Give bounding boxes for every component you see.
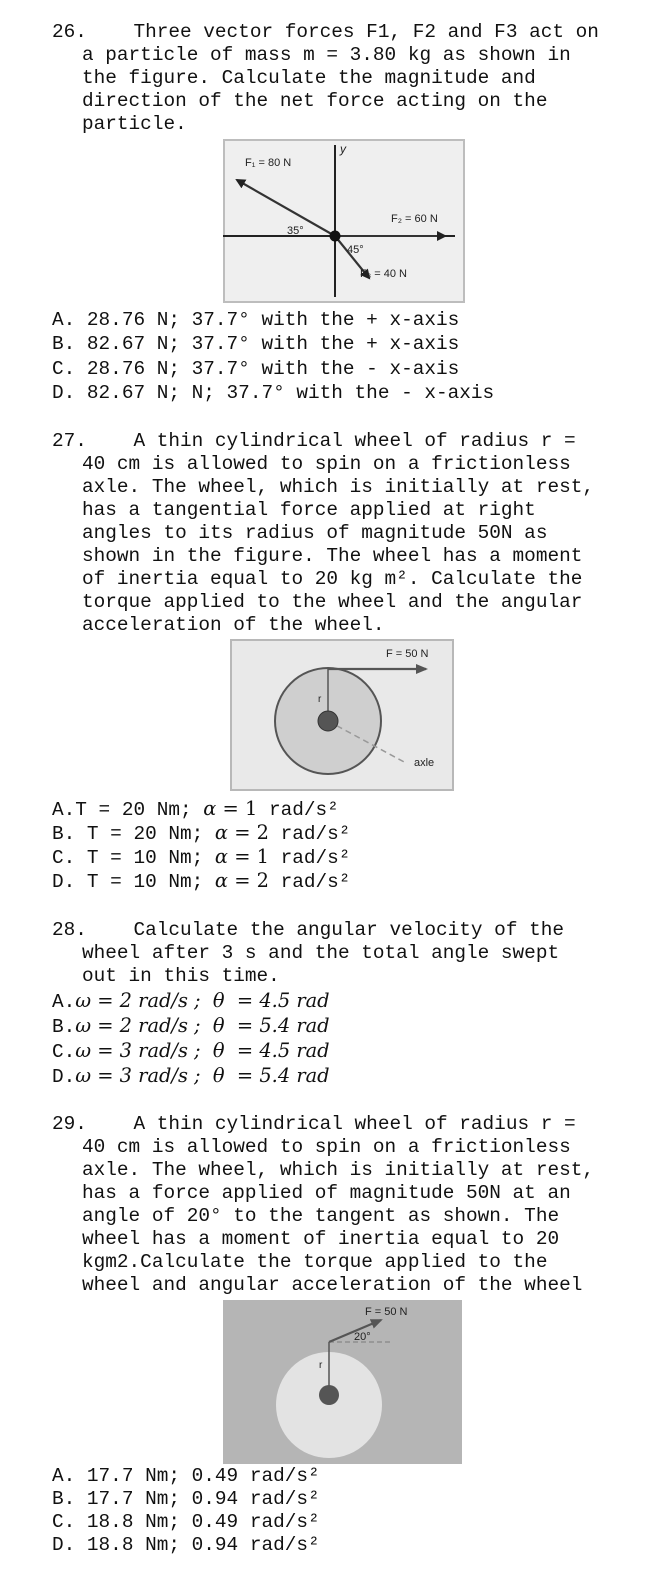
angle-45-label: 45° — [347, 244, 364, 256]
radius-label: r — [319, 1360, 323, 1371]
force-label: F = 50 N — [365, 1306, 408, 1318]
q28-option-c-math: ω = 3 rad/s ; θ = 4.5 rad — [75, 1039, 330, 1062]
q27-option-a[interactable] — [52, 797, 339, 822]
q29-option-a[interactable]: A. 17.7 Nm; 0.49 rad/s² — [52, 1465, 320, 1487]
question-29-line-5: angle of 20° to the tangent as shown. The — [82, 1205, 560, 1227]
question-29-line-7: kgm2.Calculate the torque applied to the — [82, 1251, 548, 1273]
radius-label: r — [318, 694, 322, 705]
q28-option-a[interactable] — [52, 989, 330, 1014]
f1-label: F₁ = 80 N — [245, 157, 292, 169]
q27-option-b[interactable] — [52, 821, 350, 846]
y-axis-label: y — [340, 142, 346, 156]
q28-option-c[interactable] — [52, 1039, 330, 1064]
question-29-line-6: wheel has a moment of inertia equal to 20 — [82, 1228, 560, 1250]
question-27-line-9: acceleration of the wheel. — [82, 614, 385, 636]
question-27-line-5: angles to its radius of magnitude 50N as — [82, 522, 548, 544]
q26-option-c[interactable]: C. 28.76 N; 37.7° with the - x-axis — [52, 358, 460, 380]
q27-option-c[interactable] — [52, 845, 350, 870]
question-27-line-8: torque applied to the wheel and the angular — [82, 591, 583, 613]
question-28-line-1: 28. Calculate the angular velocity of the — [52, 919, 564, 941]
q27-option-d-value: = 2 — [228, 869, 269, 892]
axle-label: axle — [414, 757, 435, 769]
q27-option-b-prefix: B. T = 20 Nm; — [52, 823, 215, 845]
q27-option-b-unit: rad/s² — [268, 823, 351, 845]
q27-option-d[interactable] — [52, 869, 350, 894]
q26-option-d[interactable]: D. 82.67 N; N; 37.7° with the - x-axis — [52, 382, 495, 404]
question-27-line-3: axle. The wheel, which is initially at rest, — [82, 476, 594, 498]
q27-option-a-value: = 1 — [216, 797, 258, 820]
particle-dot — [330, 231, 341, 242]
q28-option-a-math: ω = 2 rad/s ; θ = 4.5 rad — [75, 989, 330, 1012]
q27-option-d-unit: rad/s² — [268, 871, 351, 893]
q28-option-b-math: ω = 2 rad/s ; θ = 5.4 rad — [75, 1014, 330, 1037]
q26-option-b[interactable]: B. 82.67 N; 37.7° with the + x-axis — [52, 333, 460, 355]
q28-option-b[interactable] — [52, 1014, 330, 1039]
question-26-line-4: direction of the net force acting on the — [82, 90, 548, 112]
question-26-line-5: particle. — [82, 113, 187, 135]
angled-force-wheel-figure — [223, 1300, 462, 1464]
vector-forces-figure — [223, 139, 465, 303]
question-29-line-2: 40 cm is allowed to spin on a frictionless — [82, 1136, 571, 1158]
q27-option-c-value: = 1 — [228, 845, 269, 868]
f2-label: F₂ = 60 N — [391, 213, 438, 225]
question-27-line-4: has a tangential force applied at right — [82, 499, 536, 521]
alpha-symbol: α — [203, 797, 217, 820]
q27-option-a-prefix: A.T = 20 Nm; — [52, 799, 204, 821]
axle-hub — [319, 1385, 339, 1405]
q27-option-c-unit: rad/s² — [268, 847, 351, 869]
question-27-line-7: of inertia equal to 20 kg m². Calculate the — [82, 568, 583, 590]
q27-option-b-value: = 2 — [228, 821, 269, 844]
angle-35-label: 35° — [287, 225, 304, 237]
question-27-line-1: 27. A thin cylindrical wheel of radius r = — [52, 430, 576, 452]
q27-option-a-unit: rad/s² — [257, 799, 339, 821]
question-29-line-4: has a force applied of magnitude 50N at an — [82, 1182, 571, 1204]
q28-option-a-prefix: A. — [52, 991, 76, 1013]
alpha-symbol: α — [214, 869, 229, 892]
q29-option-d[interactable]: D. 18.8 Nm; 0.94 rad/s² — [52, 1534, 320, 1556]
q27-option-d-prefix: D. T = 10 Nm; — [52, 871, 215, 893]
q29-option-b[interactable]: B. 17.7 Nm; 0.94 rad/s² — [52, 1488, 320, 1510]
q26-option-a[interactable]: A. 28.76 N; 37.7° with the + x-axis — [52, 309, 460, 331]
q28-option-d[interactable] — [52, 1064, 330, 1089]
alpha-symbol: α — [214, 821, 229, 844]
q28-option-b-prefix: B. — [52, 1016, 76, 1038]
q28-option-d-prefix: D. — [52, 1066, 76, 1088]
q29-option-c[interactable]: C. 18.8 Nm; 0.49 rad/s² — [52, 1511, 320, 1533]
axle-hub — [318, 711, 338, 731]
tangential-force-wheel-figure — [230, 639, 454, 791]
q28-option-c-prefix: C. — [52, 1041, 76, 1063]
question-28-line-2: wheel after 3 s and the total angle swept — [82, 942, 560, 964]
question-26-line-2: a particle of mass m = 3.80 kg as shown in — [82, 44, 571, 66]
f3-label: F₃ = 40 N — [360, 268, 407, 280]
q28-option-d-math: ω = 3 rad/s ; θ = 5.4 rad — [75, 1064, 330, 1087]
question-29-line-8: wheel and angular acceleration of the wheel — [82, 1274, 583, 1296]
q27-option-c-prefix: C. T = 10 Nm; — [52, 847, 215, 869]
alpha-symbol: α — [214, 845, 229, 868]
question-28-line-3: out in this time. — [82, 965, 280, 987]
question-29-line-1: 29. A thin cylindrical wheel of radius r = — [52, 1113, 576, 1135]
question-29-line-3: axle. The wheel, which is initially at rest, — [82, 1159, 594, 1181]
angle-20-label: 20° — [354, 1331, 371, 1343]
question-27-line-2: 40 cm is allowed to spin on a frictionless — [82, 453, 571, 475]
question-26-line-3: the figure. Calculate the magnitude and — [82, 67, 536, 89]
question-27-line-6: shown in the figure. The wheel has a moment — [82, 545, 583, 567]
question-26-line-1: 26. Three vector forces F1, F2 and F3 act on — [52, 21, 599, 43]
force-label: F = 50 N — [386, 648, 429, 660]
